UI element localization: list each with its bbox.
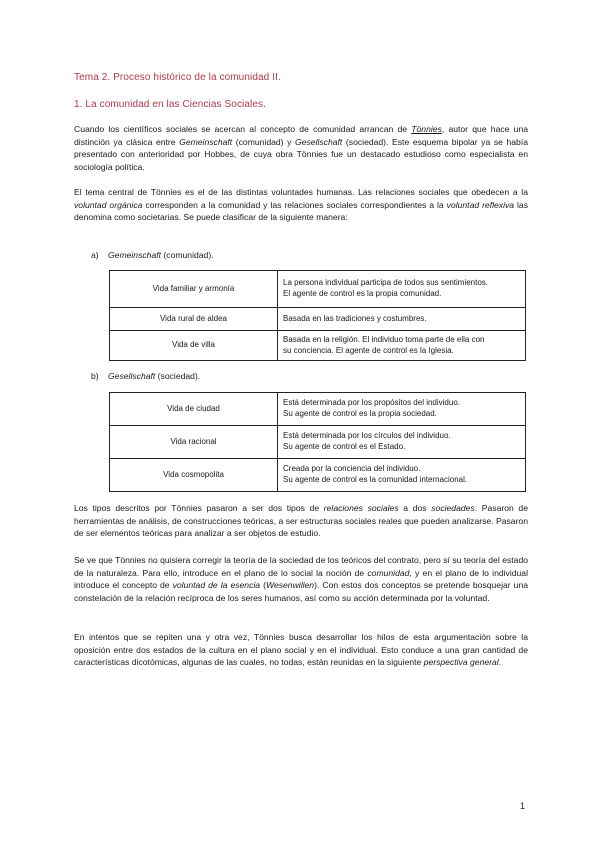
topic-heading: Tema 2. Proceso histórico de la comunidad II. xyxy=(74,72,281,83)
gesellschaft-table xyxy=(109,392,526,492)
tonnies-term: Tönnies xyxy=(411,124,442,134)
table-row: Vida familiar y armonía La persona individual participa de todos sus sentimientos. El agente de control es la propia comunidad. xyxy=(110,271,526,308)
list-item-gesellschaft: b) Gesellschaft (sociedad). xyxy=(91,371,201,381)
table-row: Vida rural de aldea Basada en las tradiciones y costumbres. xyxy=(110,308,526,331)
page-number: 1 xyxy=(520,801,526,811)
table-row: Vida racional Está determinada por los círculos del individuo. Su agente de control es el Estado. xyxy=(110,426,526,459)
table-row: Vida de villa Basada en la religión. El individuo toma parte de ella con su conciencia. El agente de control es la Iglesia. xyxy=(110,331,526,361)
list-item-gemeinschaft: a) Gemeinschaft (comunidad). xyxy=(91,250,214,260)
paragraph-contrato: Se ve que Tönnies no quisiera corregir la teoría de la sociedad de los teóricos del contrato, pero sí su teoría del estado de la naturaleza. Para ello, introduce en el plano de lo social la noción de comunidad, y en el plano de lo individual introduce el concepto de voluntad de la esencia (Wesenwillen). Con estos dos conceptos se pretende bosquejar una constelación de la relación recíproca de los seres humanos, así como su acción determinada por la voluntad. xyxy=(74,555,529,603)
paragraph-dicotomias: En intentos que se repiten una y otra vez, Tönnies busca desarrollar los hilos de esta argumentación sobre la oposición entre dos estados de la cultura en el plano social y en el individual. Esto conduce a una gran cantidad de características dicotómicas, algunas de las cuales, no todas, están reunidas en la siguiente perspectiva general. xyxy=(74,632,528,668)
table-row: Vida cosmopolita Creada por la conciencia del individuo. Su agente de control es la comunidad internacional. xyxy=(110,459,526,492)
section-heading: 1. La comunidad en las Ciencias Sociales. xyxy=(74,99,266,110)
table-row: Vida de ciudad Está determinada por los propósitos del individuo. Su agente de control es la propia sociedad. xyxy=(110,393,526,426)
paragraph-intro: Cuando los científicos sociales se acercan al concepto de comunidad arrancan de Tönnies, autor que hace una distinción ya clásica entre Gemeinschaft (comunidad) y Gesellschaft (sociedad). Este esquema bipolar ya se había presentado con anterioridad por Hobbes, de cuya obra Tönnies fue un destacado estudioso como especialista en sociología política. xyxy=(74,124,529,172)
gemeinschaft-table xyxy=(109,270,526,361)
paragraph-tipos: Los tipos descritos por Tönnies pasaron a ser dos tipos de relaciones sociales a dos sociedades. Pasaron de herramientas de análisis, de construcciones teóricas, a ser estructuras sociales reales que pueden analizarse. Pasaron de ser elementos teóricas para analizar a ser objetos de estudio. xyxy=(74,503,528,539)
paragraph-voluntades: El tema central de Tönnies es el de las distintas voluntades humanas. Las relaciones sociales que obedecen a la voluntad orgánica corresponden a la comunidad y las relaciones sociales correspondientes a la voluntad reflexiva las denomina como societarias. Se puede clasificar de la siguiente manera: xyxy=(74,187,529,223)
